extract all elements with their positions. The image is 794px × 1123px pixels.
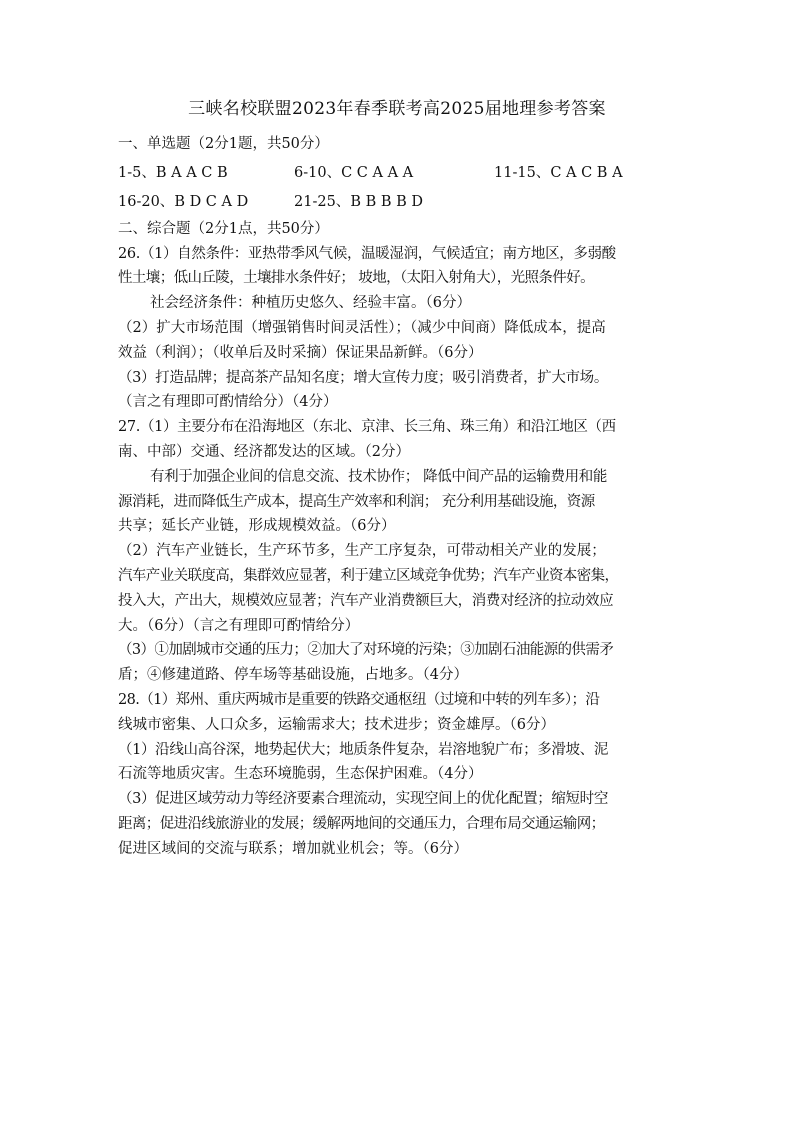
q28-line-3: （1）沿线山高谷深，地势起伏大；地质条件复杂，岩溶地貌广布；多滑坡、泥 — [118, 741, 608, 758]
choice-answers-row-1 — [118, 159, 688, 187]
q27-line-11: 盾；④修建道路、停车场等基础设施，占地多。（4分） — [118, 667, 468, 684]
choice-group-1-5: 1-5、B A A C B — [118, 164, 228, 181]
q28-line-7: 促进区域间的交流与联系；增加就业机会；等。（6分） — [118, 840, 468, 857]
q26-line-2: 性土壤；低山丘陵，土壤排水条件好； 坡地，（太阳入射角大），光照条件好。 — [118, 270, 595, 287]
q27-line-3: 有利于加强企业间的信息交流、技术协作； 降低中间产品的运输费用和能 — [150, 468, 608, 485]
q28-line-1: 28.（1）郑州、重庆两城市是重要的铁路交通枢纽（过境和中转的列车多）；沿 — [118, 691, 600, 708]
choice-answers-row-2 — [118, 187, 688, 217]
q27-line-9: 大。（6分）（言之有理即可酌情给分） — [118, 617, 360, 634]
q26-line-6: （3）打造品牌；提高茶产品知名度；增大宣传力度；吸引消费者，扩大市场。 — [118, 369, 608, 386]
choice-group-11-15: 11-15、C A C B A — [494, 164, 623, 181]
q28-line-6: 距离；促进沿线旅游业的发展；缓解两地间的交通压力，合理布局交通运输网； — [118, 815, 605, 832]
page-title: 三峡名校联盟2023年春季联考高2025届地理参考答案 — [188, 99, 606, 119]
q26-line-3: 社会经济条件：种植历史悠久、经验丰富。（6分） — [150, 295, 471, 312]
q28-line-2: 线城市密集、人口众多，运输需求大；技术进步；资金雄厚。（6分） — [118, 716, 555, 733]
q27-line-4: 源消耗，进而降低生产成本，提高生产效率和利润； 充分利用基础设施，资源 — [118, 493, 595, 510]
answer-content — [118, 132, 688, 862]
section2-heading: 二、综合题（2分1点，共50分） — [118, 220, 329, 237]
q27-line-7: 汽车产业关联度高，集群效应显著，利于建立区域竞争优势；汽车产业资本密集， — [118, 567, 619, 584]
q26-line-5: 效益（利润）；（收单后及时采摘）保证果品新鲜。（6分） — [118, 344, 483, 361]
q27-line-6: （2）汽车产业链长，生产环节多，生产工序复杂，可带动相关产业的发展； — [118, 543, 606, 560]
q26-line-4: （2）扩大市场范围（增强销售时间灵活性）；（减少中间商）降低成本，提高 — [118, 319, 606, 336]
choice-group-6-10: 6-10、C C A A A — [294, 164, 414, 181]
q26-line-1: 26.（1）自然条件：亚热带季风气候，温暖湿润，气候适宜；南方地区，多弱酸 — [118, 245, 616, 262]
q27-line-1: 27.（1）主要分布在沿海地区（东北、京津、长三角、珠三角）和沿江地区（西 — [118, 419, 616, 436]
section1-heading: 一、单选题（2分1题，共50分） — [118, 136, 329, 152]
q28-line-4: 石流等地质灾害。生态环境脆弱，生态保护困难。（4分） — [118, 766, 483, 783]
q28-line-5: （3）促进区域劳动力等经济要素合理流动，实现空间上的优化配置；缩短时空 — [118, 791, 608, 808]
q27-line-2: 南、中部）交通、经济都发达的区域。（2分） — [118, 443, 410, 460]
choice-group-21-25: 21-25、B B B B D — [294, 193, 423, 210]
q27-line-5: 共享；延长产业链，形成规模效益。（6分） — [118, 518, 396, 535]
q27-line-10: （3）①加剧城市交通的压力；②加大了对环境的污染；③加剧石油能源的供需矛 — [118, 642, 614, 659]
choice-group-16-20: 16-20、B D C A D — [118, 193, 249, 210]
q26-line-7: （言之有理即可酌情给分）（4分） — [118, 394, 338, 411]
q27-line-8: 投入大，产出大，规模效应显著；汽车产业消费额巨大，消费对经济的拉动效应 — [118, 592, 614, 609]
